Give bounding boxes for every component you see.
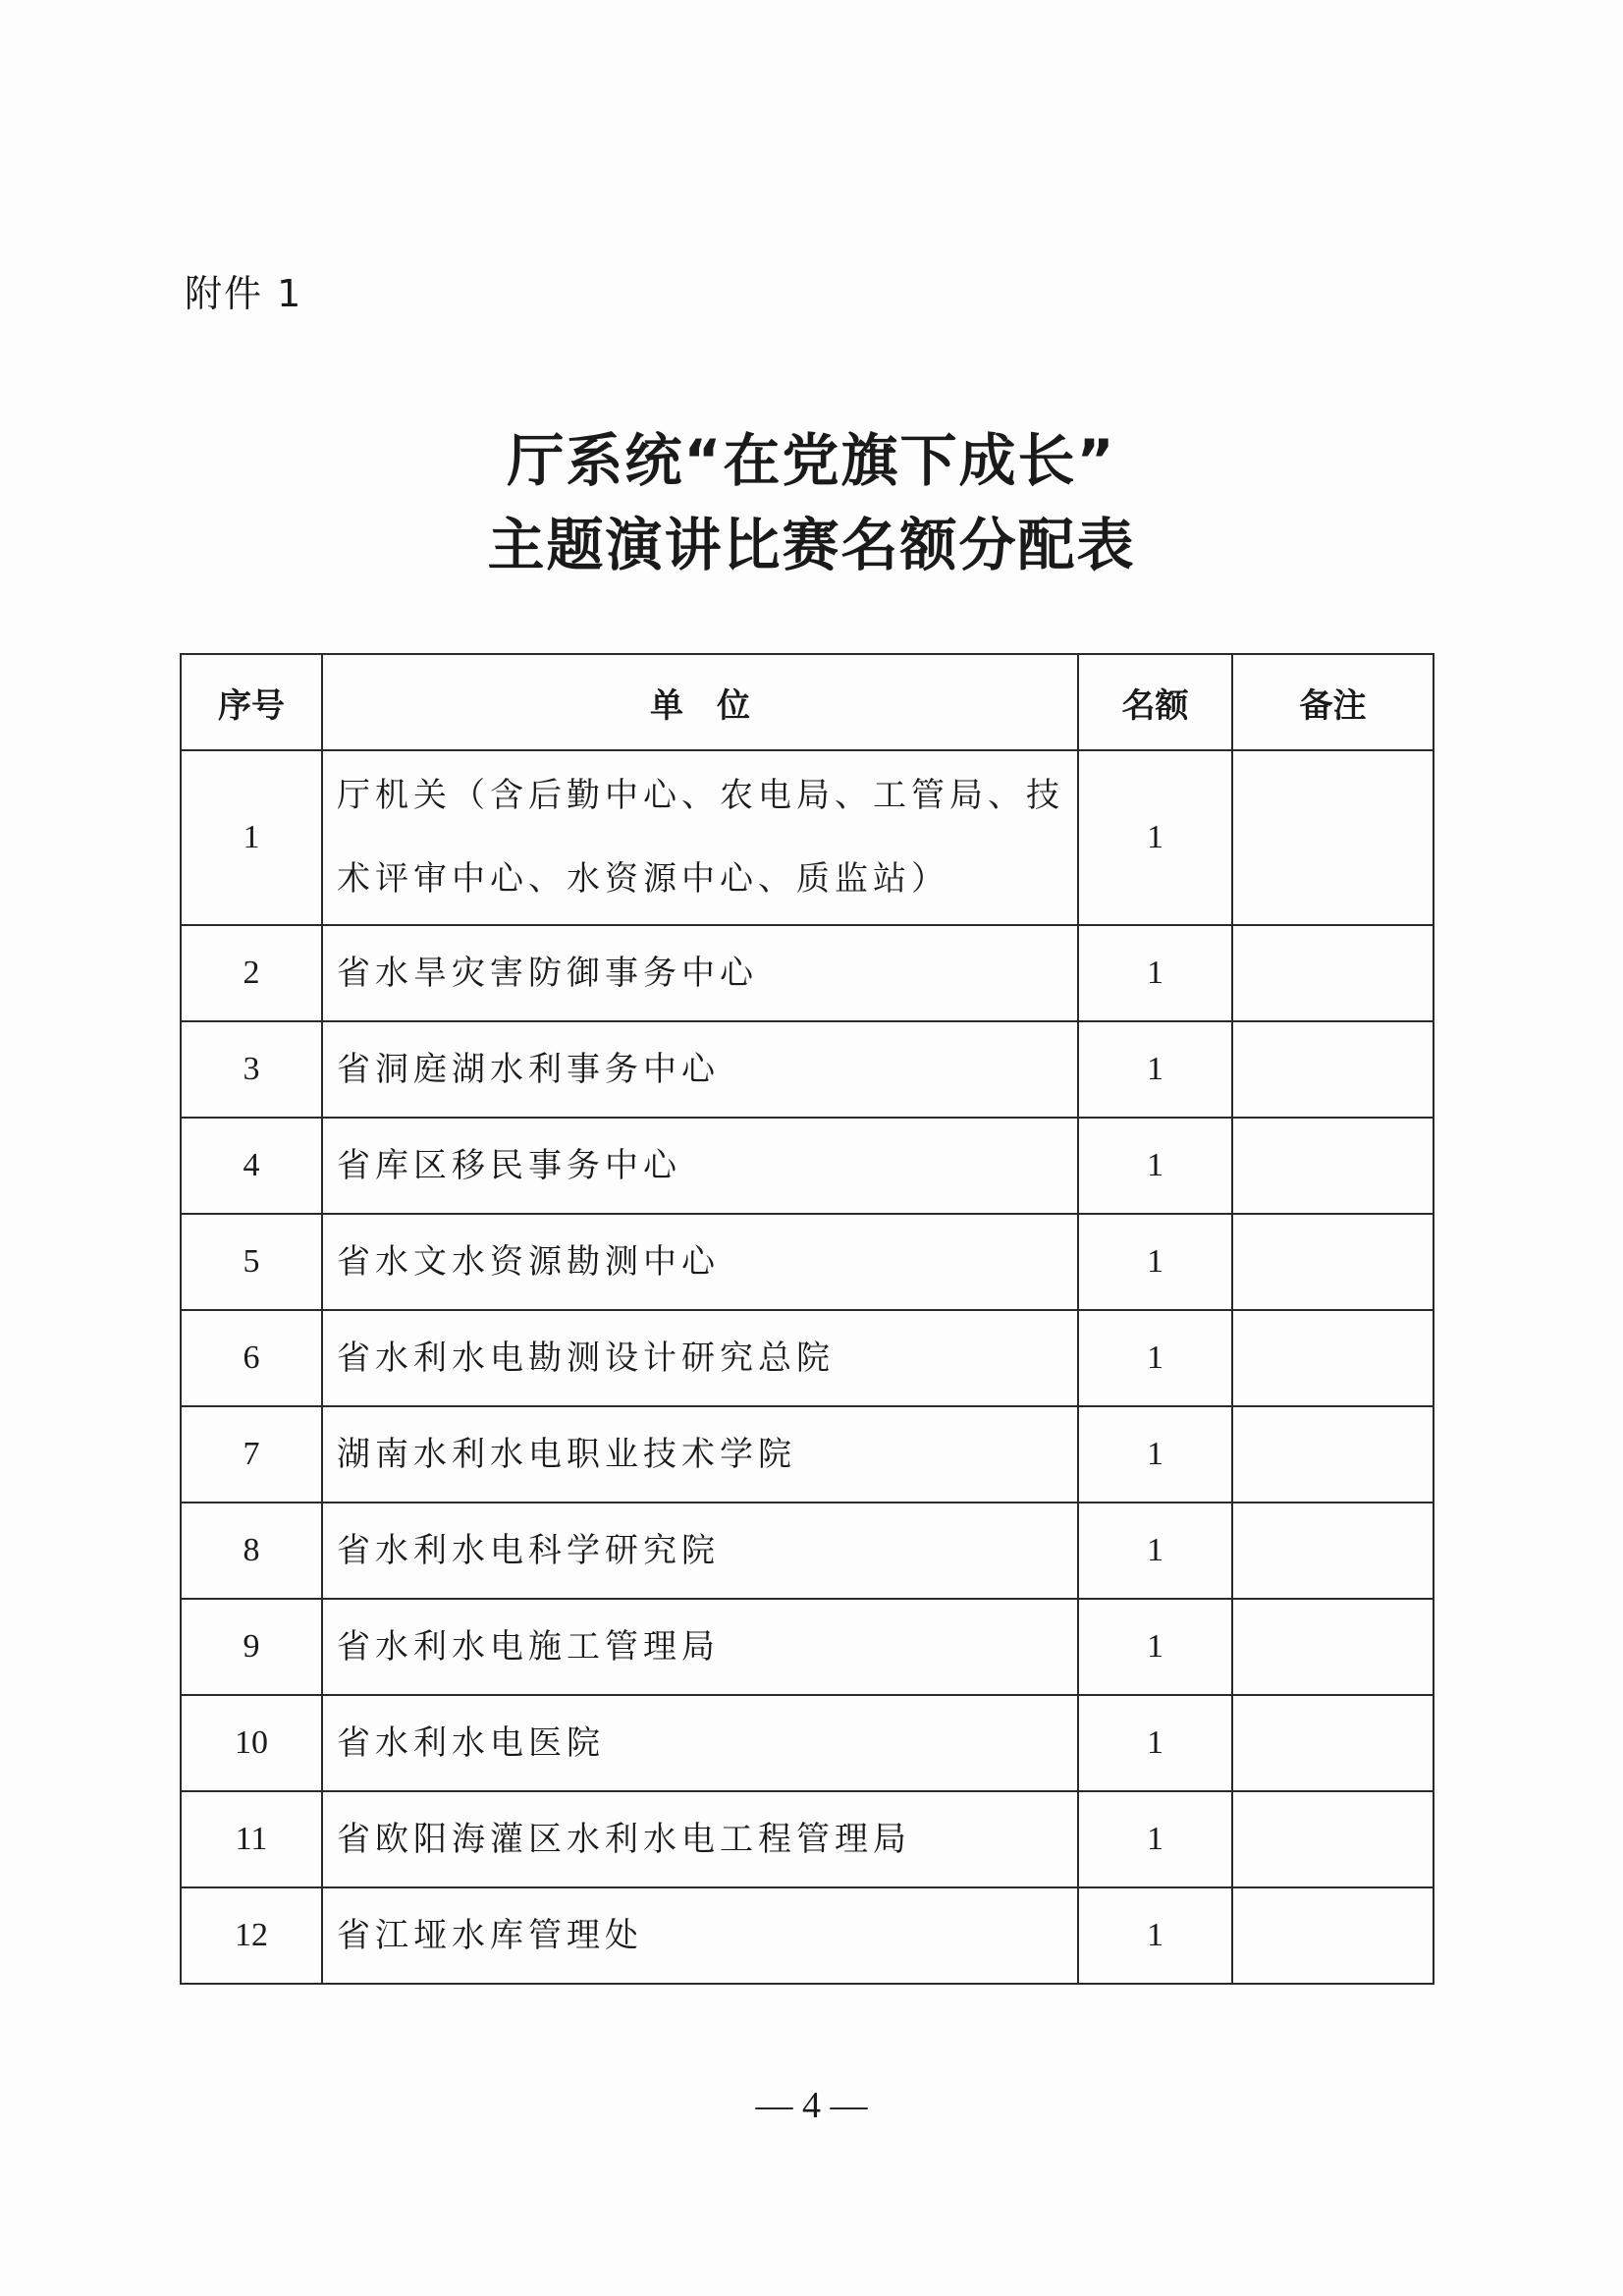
row-unit: 湖南水利水电职业技术学院 [322, 1406, 1078, 1503]
row-index: 2 [181, 925, 322, 1021]
table-row [181, 1887, 1434, 1984]
row-index: 12 [181, 1887, 322, 1984]
row-quota: 1 [1078, 1695, 1232, 1791]
table-row [181, 1118, 1434, 1214]
row-unit: 省水利水电科学研究院 [322, 1503, 1078, 1599]
row-unit: 厅机关（含后勤中心、农电局、工管局、技术评审中心、水资源中心、质监站） [322, 750, 1078, 925]
row-remarks [1232, 1695, 1434, 1791]
row-index: 7 [181, 1406, 322, 1503]
table-row [181, 750, 1434, 925]
row-unit: 省水利水电勘测设计研究总院 [322, 1310, 1078, 1406]
row-remarks [1232, 1887, 1434, 1984]
header-index: 序号 [181, 654, 322, 750]
table-row [181, 1791, 1434, 1887]
table-row [181, 1695, 1434, 1791]
document-title-line-1: 厅系统“在党旗下成长” [507, 427, 1116, 494]
row-quota: 1 [1078, 1503, 1232, 1599]
row-quota: 1 [1078, 1214, 1232, 1310]
row-remarks [1232, 1310, 1434, 1406]
row-index: 6 [181, 1310, 322, 1406]
row-index: 10 [181, 1695, 322, 1791]
row-unit: 省库区移民事务中心 [322, 1118, 1078, 1214]
row-quota: 1 [1078, 1118, 1232, 1214]
row-index: 4 [181, 1118, 322, 1214]
header-unit: 单 位 [322, 654, 1078, 750]
page-number: — 4 — [755, 2085, 868, 2126]
header-remarks: 备注 [1232, 654, 1434, 750]
row-remarks [1232, 750, 1434, 925]
row-remarks [1232, 1021, 1434, 1118]
row-remarks [1232, 1791, 1434, 1887]
row-quota: 1 [1078, 925, 1232, 1021]
row-remarks [1232, 1503, 1434, 1599]
row-unit: 省水旱灾害防御事务中心 [322, 925, 1078, 1021]
row-quota: 1 [1078, 750, 1232, 925]
row-index: 8 [181, 1503, 322, 1599]
table-row [181, 1406, 1434, 1503]
row-quota: 1 [1078, 1406, 1232, 1503]
attachment-label: 附件 1 [185, 272, 303, 315]
row-index: 3 [181, 1021, 322, 1118]
row-remarks [1232, 1214, 1434, 1310]
row-unit: 省洞庭湖水利事务中心 [322, 1021, 1078, 1118]
table-row [181, 1214, 1434, 1310]
header-quota: 名额 [1078, 654, 1232, 750]
row-index: 1 [181, 750, 322, 925]
row-remarks [1232, 1406, 1434, 1503]
row-quota: 1 [1078, 1599, 1232, 1695]
row-quota: 1 [1078, 1887, 1232, 1984]
row-index: 9 [181, 1599, 322, 1695]
row-index: 11 [181, 1791, 322, 1887]
row-unit: 省水利水电施工管理局 [322, 1599, 1078, 1695]
row-remarks [1232, 925, 1434, 1021]
table-row [181, 1310, 1434, 1406]
row-quota: 1 [1078, 1310, 1232, 1406]
document-title-line-2: 主题演讲比赛名额分配表 [487, 512, 1136, 578]
row-quota: 1 [1078, 1021, 1232, 1118]
table-row [181, 925, 1434, 1021]
row-remarks [1232, 1118, 1434, 1214]
row-quota: 1 [1078, 1791, 1232, 1887]
table-row [181, 1503, 1434, 1599]
row-index: 5 [181, 1214, 322, 1310]
table-row [181, 1599, 1434, 1695]
quota-allocation-table [180, 653, 1434, 1985]
row-unit: 省水利水电医院 [322, 1695, 1078, 1791]
row-unit: 省江垭水库管理处 [322, 1887, 1078, 1984]
table-header-row [181, 654, 1434, 750]
row-remarks [1232, 1599, 1434, 1695]
row-unit: 省水文水资源勘测中心 [322, 1214, 1078, 1310]
row-unit: 省欧阳海灌区水利水电工程管理局 [322, 1791, 1078, 1887]
table-row [181, 1021, 1434, 1118]
